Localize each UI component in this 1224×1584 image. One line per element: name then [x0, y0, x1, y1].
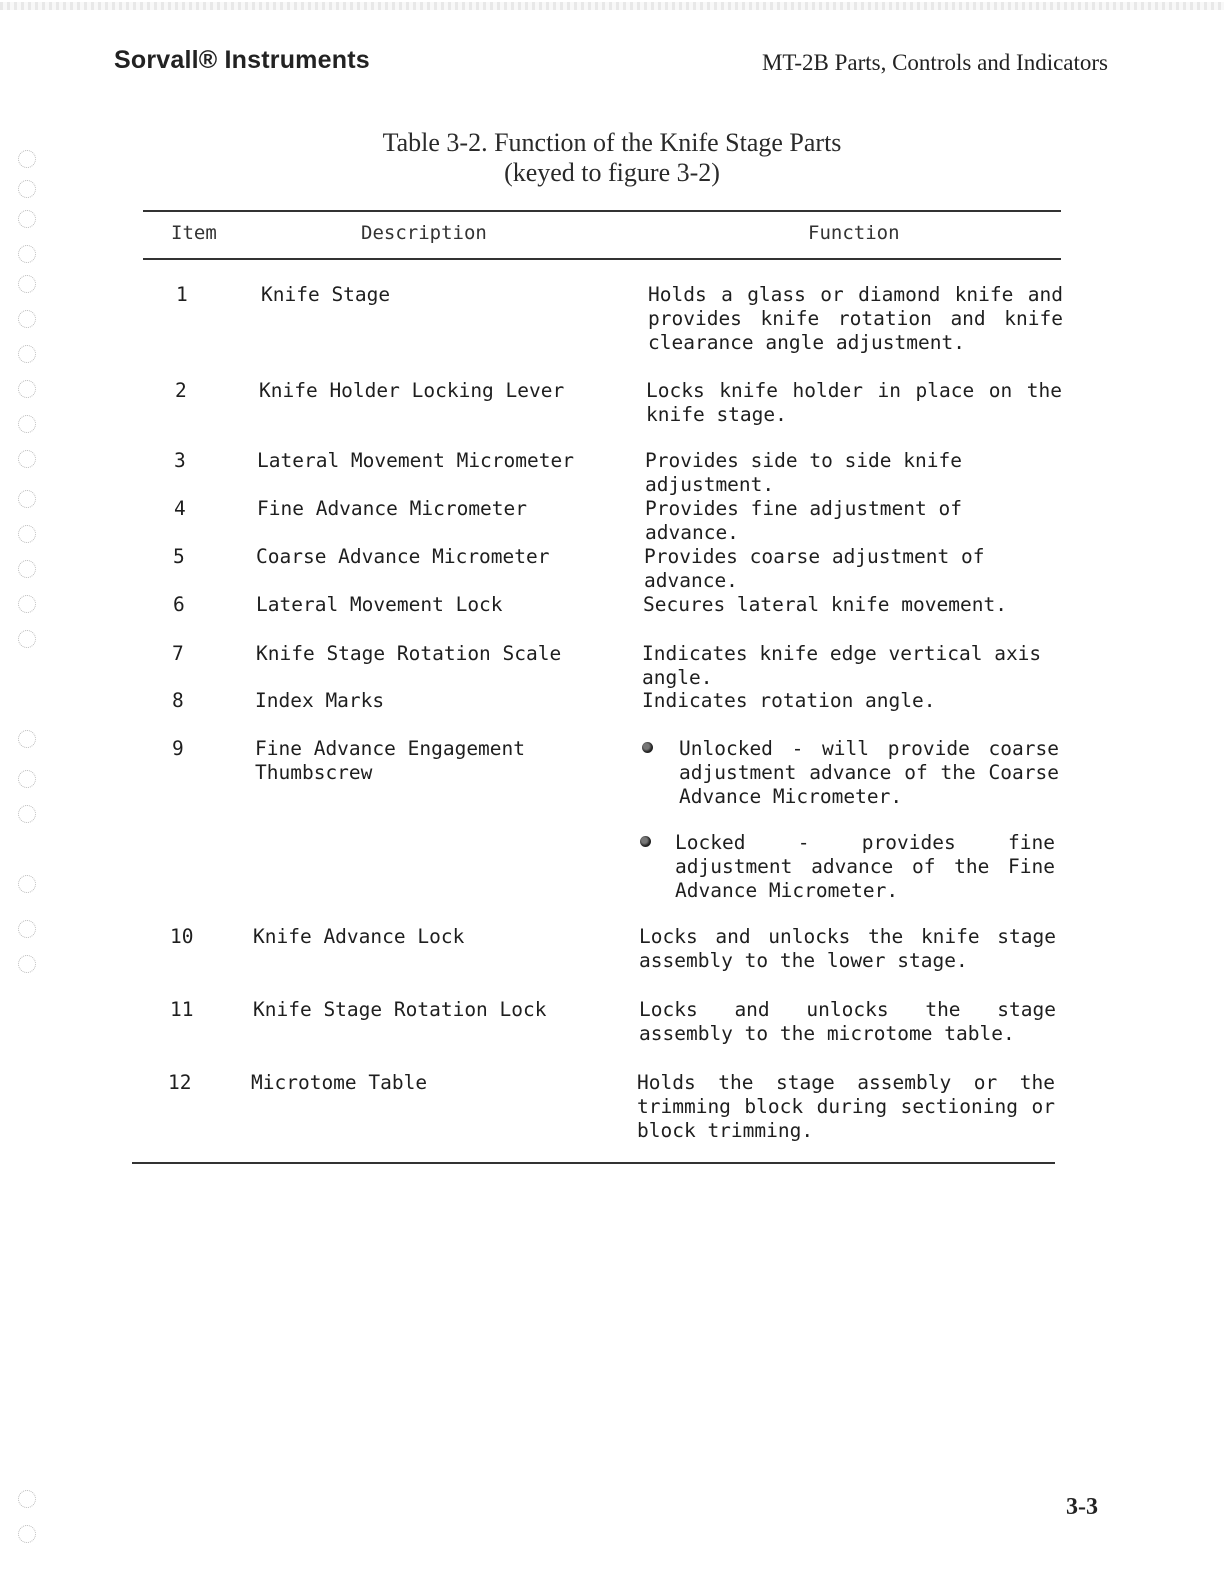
- row-item-number: 3: [174, 449, 186, 472]
- row-function: Provides side to side knife adjustment.: [645, 449, 962, 496]
- row-function: Holds a glass or diamond knife and provides knife rotation and knife clearance angle adjustment.: [648, 283, 1063, 354]
- brand-logo-text: Sorvall® Instruments: [114, 46, 370, 74]
- row-item-number: 8: [172, 689, 184, 712]
- row-description: Lateral Movement Lock: [256, 593, 503, 616]
- table-title: [0, 128, 1224, 188]
- row-description: Fine Advance Micrometer: [257, 497, 528, 520]
- row-item-number: 11: [170, 998, 194, 1021]
- column-header-function: Function: [808, 222, 900, 244]
- table-bottom-rule: [132, 1162, 1055, 1164]
- table-top-rule: [143, 210, 1061, 212]
- row-function: Locks knife holder in place on the knife stage.: [646, 379, 1062, 426]
- row-description: Index Marks: [255, 689, 385, 712]
- row-function: Locks and unlocks the stage assembly to the microtome table.: [639, 998, 1056, 1045]
- row-item-number: 10: [170, 925, 194, 948]
- bullet-icon: [642, 742, 653, 753]
- row-description: Knife Stage: [261, 283, 391, 306]
- page-number: 3-3: [1066, 1494, 1098, 1520]
- row-function: Holds the stage assembly or the trimming block during sectioning or block trimming.: [637, 1071, 1055, 1142]
- running-title: MT-2B Parts, Controls and Indicators: [761, 50, 1108, 75]
- row-item-number: 4: [174, 497, 186, 520]
- bullet-text: Unlocked - will provide coarse adjustment advance of the Coarse Advance Micrometer.: [679, 737, 1059, 808]
- row-item-number: 12: [168, 1071, 192, 1094]
- row-description: Lateral Movement Micrometer: [257, 449, 574, 472]
- row-function: Indicates knife edge vertical axis angle.: [642, 642, 1042, 689]
- table-title-line1: Table 3-2. Function of the Knife Stage Parts: [382, 128, 842, 157]
- column-header-description: Description: [361, 222, 487, 244]
- table-header-rule: [143, 258, 1061, 260]
- row-item-number: 1: [176, 283, 188, 306]
- bullet-text: Locked - provides fine adjustment advance of the Fine Advance Micrometer.: [675, 831, 1055, 902]
- row-description: Knife Advance Lock: [253, 925, 465, 948]
- row-item-number: 9: [172, 737, 184, 760]
- row-description: Microtome Table: [251, 1071, 428, 1094]
- row-function: Provides coarse adjustment of advance.: [644, 545, 985, 592]
- row-description: Knife Holder Locking Lever: [259, 379, 565, 402]
- row-item-number: 5: [173, 545, 185, 568]
- row-function: Secures lateral knife movement.: [643, 593, 1007, 616]
- row-function: Locks and unlocks the knife stage assembly to the lower stage.: [639, 925, 1056, 972]
- row-description: Knife Stage Rotation Lock: [253, 998, 547, 1021]
- bullet-icon: [640, 836, 651, 847]
- binding-hole-marks: [10, 30, 40, 1560]
- row-item-number: 2: [175, 379, 187, 402]
- row-description: Coarse Advance Micrometer: [256, 545, 550, 568]
- row-item-number: 6: [173, 593, 185, 616]
- row-description: Knife Stage Rotation Scale: [256, 642, 562, 665]
- row-description: Fine Advance Engagement Thumbscrew: [255, 737, 526, 784]
- table-title-line2: (keyed to figure 3-2): [504, 158, 720, 187]
- row-function: Indicates rotation angle.: [642, 689, 936, 712]
- scan-top-edge: [0, 2, 1224, 10]
- row-function: Provides fine adjustment of advance.: [645, 497, 962, 544]
- row-item-number: 7: [172, 642, 184, 665]
- column-header-item: Item: [171, 222, 217, 244]
